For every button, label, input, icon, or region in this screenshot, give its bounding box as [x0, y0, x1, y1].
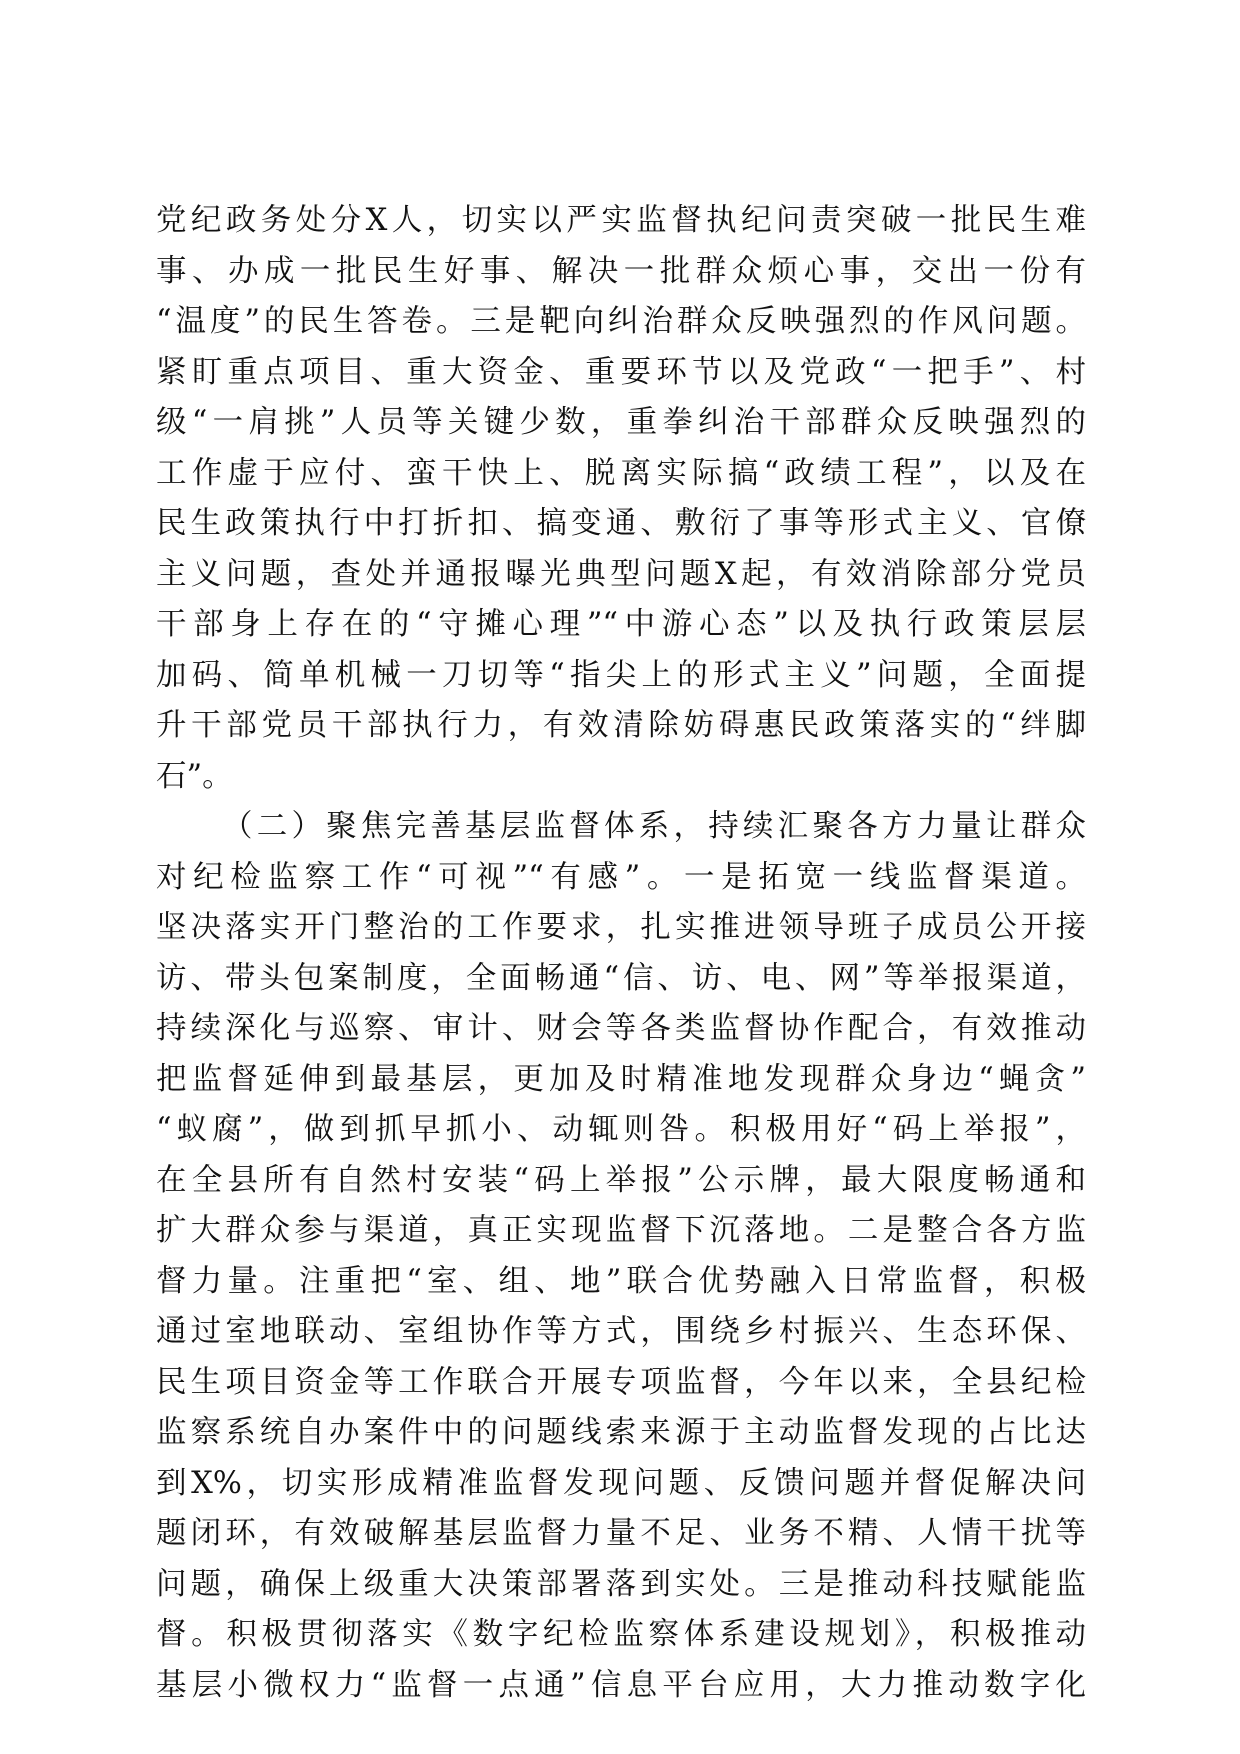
text-line: 通过室地联动、室组协作等方式，围绕乡村振兴、生态环保、	[156, 1314, 1086, 1349]
text-line: “蚁腐”，做到抓早抓小、动辄则咎。积极用好“码上举报”，	[156, 1112, 1086, 1147]
text-line: 监察系统自办案件中的问题线索来源于主动监督发现的占比达	[156, 1415, 1086, 1450]
text-line: 督力量。注重把“室、组、地”联合优势融入日常监督，积极	[156, 1263, 1086, 1299]
text-line: 对纪检监察工作“可视”“有感”。一是拓宽一线监督渠道。	[156, 859, 1086, 895]
text-line: 主义问题，查处并通报曝光典型问题X起，有效消除部分党员	[156, 556, 1086, 592]
text-line: 基层小微权力“监督一点通”信息平台应用，大力推动数字化	[156, 1667, 1086, 1703]
text-line: 访、带头包案制度，全面畅通“信、访、电、网”等举报渠道，	[156, 960, 1086, 996]
text-line: 石”。	[156, 758, 233, 794]
text-line: 事、办成一批民生好事、解决一批群众烦心事，交出一份有	[156, 253, 1086, 289]
text-line: 到X%，切实形成精准监督发现问题、反馈问题并督促解决问	[156, 1465, 1086, 1501]
text-line: 在全县所有自然村安装“码上举报”公示牌，最大限度畅通和	[156, 1162, 1086, 1198]
text-line: 升干部党员干部执行力，有效清除妨碍惠民政策落实的“绊脚	[156, 708, 1086, 743]
text-line: 干部身上存在的“守摊心理”“中游心态”以及执行政策层层	[156, 607, 1086, 642]
text-line: 加码、简单机械一刀切等“指尖上的形式主义”问题，全面提	[156, 657, 1086, 693]
paragraph-2	[156, 802, 1086, 1711]
text-line: 问题，确保上级重大决策部署落到实处。三是推动科技赋能监	[156, 1566, 1086, 1602]
text-line: 坚决落实开门整治的工作要求，扎实推进领导班子成员公开接	[156, 910, 1086, 945]
text-line: 题闭环，有效破解基层监督力量不足、业务不精、人情干扰等	[156, 1516, 1086, 1551]
text-line: 把监督延伸到最基层，更加及时精准地发现群众身边“蝇贪”	[156, 1061, 1086, 1097]
text-line: 扩大群众参与渠道，真正实现监督下沉落地。二是整合各方监	[156, 1213, 1086, 1248]
section-heading-line: （二）聚焦完善基层监督体系，持续汇聚各方力量让群众	[222, 809, 1086, 844]
paragraph-1	[156, 196, 1086, 802]
text-line: 持续深化与巡察、审计、财会等各类监督协作配合，有效推动	[156, 1011, 1086, 1046]
text-line: 民生项目资金等工作联合开展专项监督，今年以来，全县纪检	[156, 1364, 1086, 1400]
text-line: 民生政策执行中打折扣、搞变通、敷衍了事等形式主义、官僚	[156, 506, 1086, 541]
text-line: 党纪政务处分X人，切实以严实监督执纪问责突破一批民生难	[156, 203, 1086, 238]
body-text	[156, 196, 1086, 1711]
text-line: 级“一肩挑”人员等关键少数，重拳纠治干部群众反映强烈的	[156, 405, 1086, 440]
text-line: 紧盯重点项目、重大资金、重要环节以及党政“一把手”、村	[156, 354, 1086, 390]
text-line: 督。积极贯彻落实《数字纪检监察体系建设规划》，积极推动	[156, 1617, 1086, 1652]
text-line: 工作虚于应付、蛮干快上、脱离实际搞“政绩工程”，以及在	[156, 455, 1086, 491]
text-line: “温度”的民生答卷。三是靶向纠治群众反映强烈的作风问题。	[156, 304, 1086, 339]
